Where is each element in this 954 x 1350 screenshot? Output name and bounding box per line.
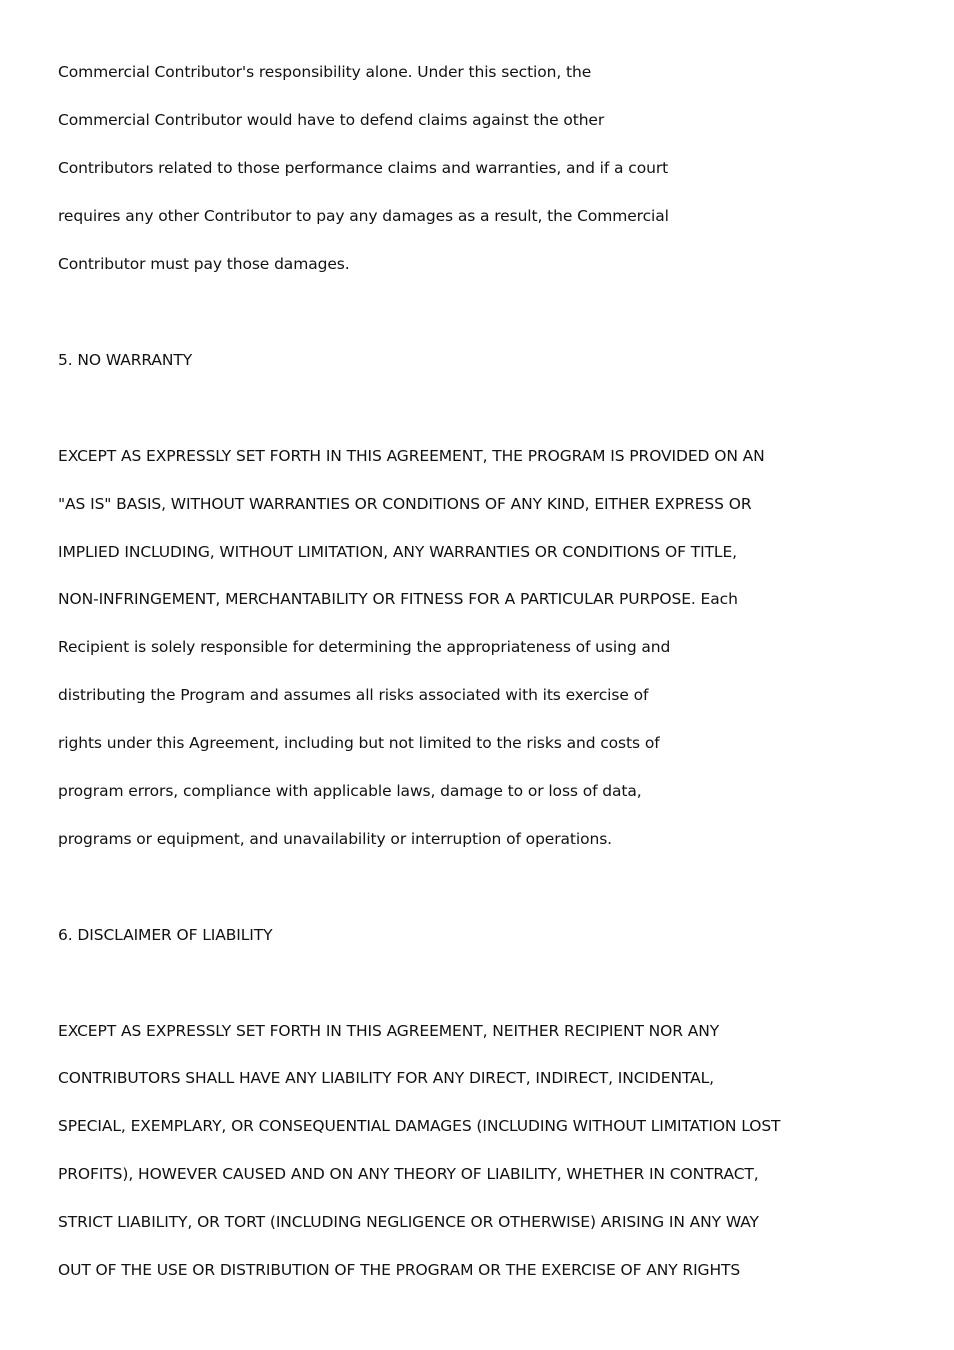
- section-heading-disclaimer-of-liability: 6. DISCLAIMER OF LIABILITY: [58, 926, 273, 944]
- text-line: Commercial Contributor would have to defend claims against the other: [58, 111, 605, 129]
- text-line: PROFITS), HOWEVER CAUSED AND ON ANY THEORY OF LIABILITY, WHETHER IN CONTRACT,: [58, 1165, 759, 1183]
- text-line: IMPLIED INCLUDING, WITHOUT LIMITATION, ANY WARRANTIES OR CONDITIONS OF TITLE,: [58, 543, 737, 561]
- section-heading-no-warranty: 5. NO WARRANTY: [58, 351, 193, 369]
- text-line: Contributor must pay those damages.: [58, 255, 350, 273]
- text-line: distributing the Program and assumes all risks associated with its exercise of: [58, 686, 649, 704]
- text-line: Commercial Contributor's responsibility alone. Under this section, the: [58, 63, 592, 81]
- text-line: NON-INFRINGEMENT, MERCHANTABILITY OR FITNESS FOR A PARTICULAR PURPOSE. Each: [58, 590, 738, 608]
- text-line: OUT OF THE USE OR DISTRIBUTION OF THE PROGRAM OR THE EXERCISE OF ANY RIGHTS: [58, 1261, 741, 1279]
- text-line: programs or equipment, and unavailability or interruption of operations.: [58, 830, 613, 848]
- text-line: EXCEPT AS EXPRESSLY SET FORTH IN THIS AGREEMENT, NEITHER RECIPIENT NOR ANY: [58, 1022, 720, 1040]
- text-line: Contributors related to those performance claims and warranties, and if a court: [58, 159, 669, 177]
- text-line: CONTRIBUTORS SHALL HAVE ANY LIABILITY FOR ANY DIRECT, INDIRECT, INCIDENTAL,: [58, 1069, 714, 1087]
- text-line: Recipient is solely responsible for determining the appropriateness of using and: [58, 638, 671, 656]
- text-line: requires any other Contributor to pay any damages as a result, the Commercial: [58, 207, 669, 225]
- text-line: SPECIAL, EXEMPLARY, OR CONSEQUENTIAL DAMAGES (INCLUDING WITHOUT LIMITATION LOST: [58, 1117, 781, 1135]
- text-line: rights under this Agreement, including but not limited to the risks and costs of: [58, 734, 660, 752]
- text-line: STRICT LIABILITY, OR TORT (INCLUDING NEGLIGENCE OR OTHERWISE) ARISING IN ANY WAY: [58, 1213, 759, 1231]
- text-line: program errors, compliance with applicable laws, damage to or loss of data,: [58, 782, 642, 800]
- text-line: "AS IS" BASIS, WITHOUT WARRANTIES OR CONDITIONS OF ANY KIND, EITHER EXPRESS OR: [58, 495, 752, 513]
- text-line: EXCEPT AS EXPRESSLY SET FORTH IN THIS AGREEMENT, THE PROGRAM IS PROVIDED ON AN: [58, 447, 765, 465]
